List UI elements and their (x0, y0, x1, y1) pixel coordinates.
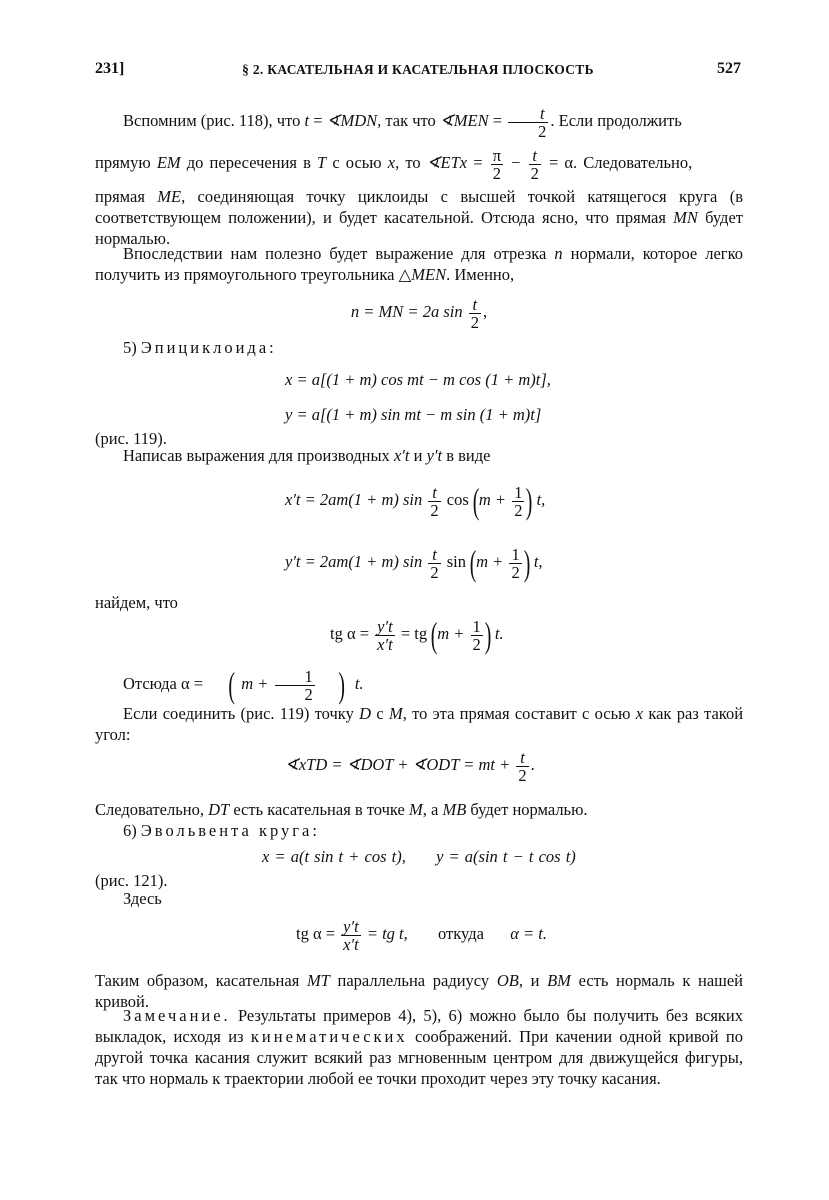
math: ∢MDN, (326, 111, 382, 130)
text: так что (385, 111, 436, 130)
math: t (304, 111, 310, 130)
text: Впоследствии нам полезно будет выражение для отрезка (123, 244, 547, 263)
equation-epicycloid-x: x = a[(1 + m) cos mt − m cos (1 + m)t], (285, 370, 551, 389)
equation-normal-length: n = MN = 2a sin $\frac{t}{2}$ , (350, 294, 488, 332)
equation-angle-sum: ∢xTD = ∢DOT + ∢ODT = mt + $\frac{t}{2}$ . (285, 747, 535, 785)
text: прямая (95, 187, 145, 206)
paragraph-recall-rest (95, 186, 743, 249)
math: x, (387, 153, 400, 172)
math: ∢MEN (439, 111, 489, 130)
fraction-pi-over-2: $\frac{\pi}{2}$ (492, 145, 502, 183)
fraction-t-over-2: $\frac{t}{2}$ (530, 145, 539, 183)
equation-tg-alpha-epicycloid: tg α = $\frac{y't}{x't}$ = tg (m + $\frac{1}{2}$ ) t. (330, 615, 504, 656)
page-header (95, 58, 741, 80)
paragraph-recall-line2: прямую EM до пересечения в T с осью x, то ∢ETx = $\frac{\pi}{2}$ − $\frac{t}{2}$ = α. Следовательно, (95, 145, 693, 183)
text: , соединяющая точку циклоиды с высшей точкой катящегося круга (в соответствующем положении), и будет касательной. Отсюда ясно, что прямая (95, 187, 743, 227)
item-epicycloid-heading: 5) Эпициклоида: (123, 338, 274, 357)
text: Следовательно, (583, 153, 693, 172)
paragraph-recall-line1: Вспомним (рис. 118), что t = ∢MDN, так что ∢MEN = $\frac{t}{2}$ . Если продолжить (123, 103, 682, 141)
equation-tg-alpha-involute: tg α = $\frac{y't}{x't}$ = tg t, откуда α = t. (296, 916, 547, 954)
math: ME (157, 187, 182, 206)
figure-ref-121: (рис. 121). (95, 871, 168, 890)
paragraph-dt-tangent: Следовательно, DT есть касательная в точке M, а MB будет нормалью. (95, 800, 588, 819)
text: будет нормалью. (95, 208, 743, 248)
text: нормали, которое легко получить из прямоугольного треугольника (95, 244, 744, 284)
math: △MEN (398, 265, 447, 284)
fraction-t-over-2: $\frac{t}{2}$ (470, 294, 479, 332)
text: Если продолжить (558, 111, 682, 130)
text-here: Здесь (123, 889, 162, 908)
text: Вспомним (рис. 118), что (123, 111, 301, 130)
math: EM (156, 153, 181, 172)
paragraph-connect-D-M: Если соединить (рис. 119) точку D с M, то эта прямая составит с осью x как раз такой угол: (95, 704, 744, 744)
paragraph-derivatives-intro: Написав выражения для производных x′t и y′t в виде (123, 446, 491, 465)
text-found-that: найдем, что (95, 593, 178, 612)
header-section-ref: 231] (95, 60, 125, 77)
math: = α. (548, 153, 578, 172)
math: MN (673, 208, 698, 227)
equation-involute: x = a(t sin t + cos t), y = a(sin t − t cos t) (262, 847, 576, 866)
text: прямую (95, 153, 151, 172)
text: с осью (332, 153, 382, 172)
math: n (554, 244, 563, 263)
item-involute-heading: 6) Эвольвента круга: (123, 821, 317, 840)
paragraph-tangent-MT: Таким образом, касательная MT параллельна радиусу OB, и BM есть нормаль к нашей кривой. (95, 971, 744, 1011)
math: ∢ETx (426, 153, 468, 172)
equation-yt-derivative: y′t = 2am(1 + m) sin $\frac{t}{2}$ sin (m + $\frac{1}{2}$ ) t, (285, 543, 543, 584)
equation-xt-derivative: x′t = 2am(1 + m) sin $\frac{t}{2}$ cos (m + $\frac{1}{2}$ ) t, (285, 481, 546, 522)
fraction-t-over-2: $\frac{t}{2}$ (508, 105, 548, 140)
header-title: § 2. КАСАТЕЛЬНАЯ И КАСАТЕЛЬНАЯ ПЛОСКОСТЬ (242, 62, 594, 77)
text: то (405, 153, 421, 172)
text: . Именно, (446, 265, 515, 284)
equation-epicycloid-y: y = a[(1 + m) sin mt − m sin (1 + m)t] (285, 405, 542, 424)
figure-ref-119: (рис. 119). (95, 429, 167, 448)
text: до пересечения в (186, 153, 311, 172)
paragraph-remark: Замечание. Результаты примеров 4), 5), 6) можно было бы получить без всяких выкладок, исходя из кинематических соображений. При качении одной кривой по другой точка касания служит всякий раз мгновенным центром для движущейся фигуры, так что нормаль к траектории любой ее точки проходит через эту точку касания. (95, 1006, 744, 1088)
equation-alpha-epicycloid: Отсюда α = ( m + $\frac{1}{2}$ ) t. (123, 665, 364, 706)
math: T (317, 153, 327, 172)
paragraph-normal-length (95, 243, 743, 285)
header-page-number: 527 (717, 60, 741, 77)
